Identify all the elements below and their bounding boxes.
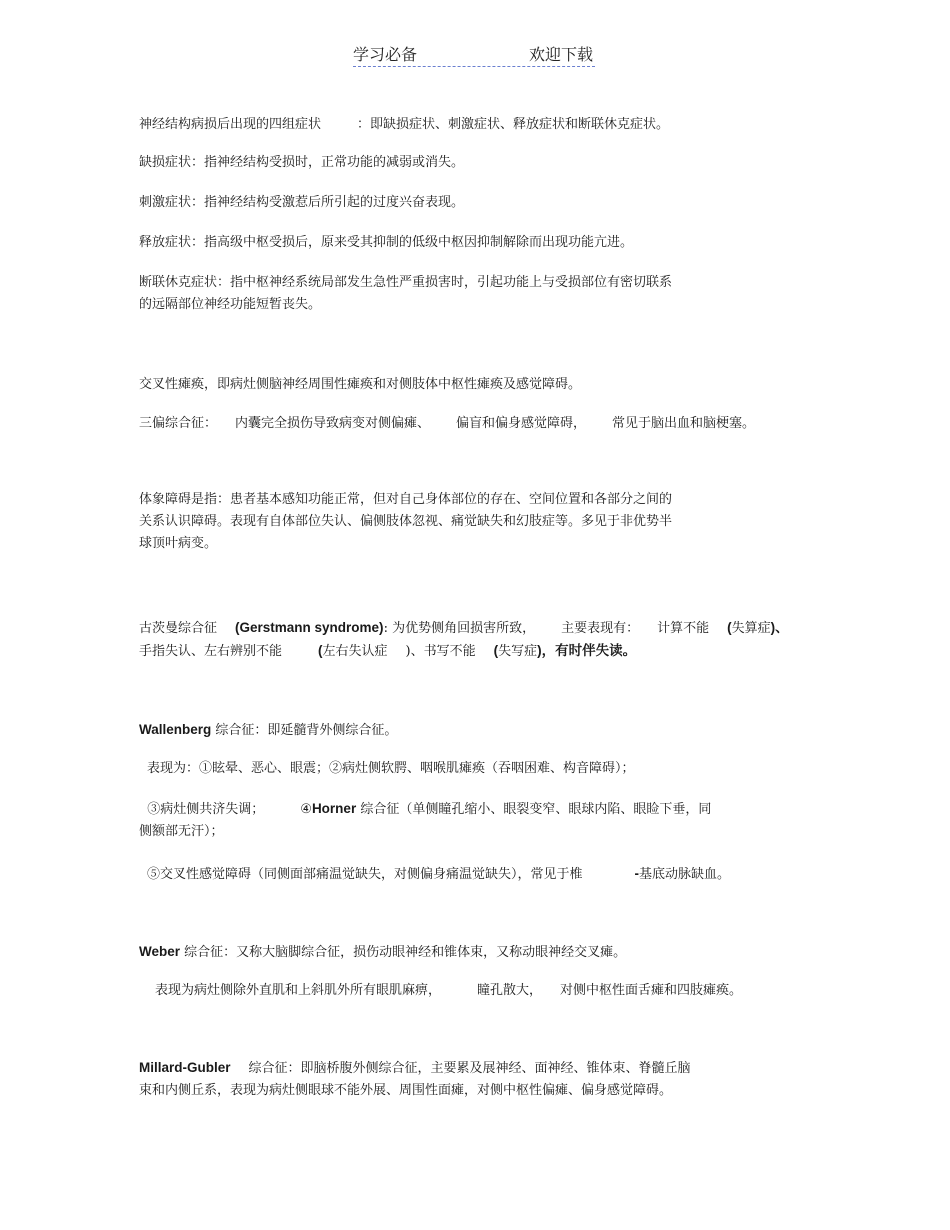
text: 内囊完全损伤导致病变对侧偏瘫、 xyxy=(235,416,431,431)
paragraph-gerstmann-syndrome xyxy=(139,617,789,663)
text-line: 侧额部无汗）； xyxy=(139,824,224,839)
paragraph-wallenberg-manifestations-cont xyxy=(139,798,711,843)
text: 计算不能 xyxy=(657,621,710,636)
paragraph-millard-gubler-syndrome xyxy=(139,1057,691,1102)
text: 瞳孔散大， xyxy=(477,983,543,998)
syndrome-name: Wallenberg xyxy=(139,722,212,737)
text-line xyxy=(139,640,789,663)
text: 神经结构病损后出现的四组症状 xyxy=(139,117,322,132)
text: 偏盲和偏身感觉障碍， xyxy=(456,416,587,431)
text-line: 体象障碍是指：患者基本感知功能正常，但对自己身体部位的存在、空间位置和各部分之间的 xyxy=(139,492,673,507)
text: 手指失认、左右辨别不能 xyxy=(139,644,283,659)
paragraph-deficit-symptoms: 缺损症状：指神经结构受损时，正常功能的减弱或消失。 xyxy=(139,155,465,170)
text: 基底动脉缺血。 xyxy=(639,867,731,882)
text-line: 束和内侧丘系，表现为病灶侧眼球不能外展、周围性面瘫，对侧中枢性偏瘫、偏身感觉障碍。 xyxy=(139,1083,673,1098)
paragraph-crossed-sensory-disorder xyxy=(147,863,730,886)
text: )、书写不能 xyxy=(405,644,476,659)
text: 综合征：又称大脑脚综合征，损伤动眼神经和锥体束，又称动眼神经交叉瘫。 xyxy=(180,945,627,960)
text: 综合征：即延髓背外侧综合征。 xyxy=(211,723,398,738)
syndrome-name: (Gerstmann syndrome) xyxy=(235,620,384,635)
syndrome-name: Millard-Gubler xyxy=(139,1060,231,1075)
text: ④ xyxy=(300,802,312,817)
text: 综合征：即脑桥腹外侧综合征，主要累及展神经、面神经、锥体束、脊髓丘脑 xyxy=(248,1061,691,1076)
paragraph-wallenberg-syndrome xyxy=(139,719,397,742)
text: 左右失认症 xyxy=(322,644,388,659)
text-line: 的远隔部位神经功能短暂丧失。 xyxy=(139,297,322,312)
paragraph-release-symptoms: 释放症状：指高级中枢受损后，原来受其抑制的低级中枢因抑制解除而出现功能亢进。 xyxy=(139,235,634,250)
text: ⑤交叉性感觉障碍（同侧面部痛温觉缺失，对侧偏身痛温觉缺失），常见于椎 xyxy=(147,867,583,882)
text: ( xyxy=(727,620,732,635)
paragraph-body-image-disorder xyxy=(139,489,672,555)
text-line: 断联休克症状：指中枢神经系统局部发生急性严重损害时，引起功能上与受损部位有密切联系 xyxy=(139,275,673,290)
text: - xyxy=(634,866,640,881)
text: )，有时伴失读。 xyxy=(537,643,637,658)
text: 古茨曼综合征 xyxy=(139,621,218,636)
text: 失写症 xyxy=(498,644,538,659)
paragraph-four-symptom-groups xyxy=(139,114,669,136)
text: ：即缺损症状、刺激症状、释放症状和断联休克症状。 xyxy=(357,117,670,132)
text-line xyxy=(139,617,789,640)
syndrome-name: Horner xyxy=(311,801,357,816)
text: ( xyxy=(493,643,499,658)
paragraph-wallenberg-manifestations: 表现为：①眩晕、恶心、眼震；②病灶侧软腭、咽喉肌瘫痪（吞咽困难、构音障碍）； xyxy=(147,761,635,776)
text-line xyxy=(139,1057,691,1080)
text: : 为优势侧角回损害所致， xyxy=(383,621,536,636)
page-header xyxy=(353,40,595,67)
paragraph-weber-syndrome xyxy=(139,941,626,964)
text: 三偏综合征： xyxy=(139,416,218,431)
text: 表现为病灶侧除外直肌和上斜肌外所有眼肌麻痹， xyxy=(155,983,442,998)
text-line: 关系认识障碍。表现有自体部位失认、偏侧肢体忽视、痛觉缺失和幻肢症等。多见于非优势半 xyxy=(139,514,673,529)
paragraph-crossed-paralysis: 交叉性瘫痪，即病灶侧脑神经周围性瘫痪和对侧肢体中枢性瘫痪及感觉障碍。 xyxy=(139,377,582,392)
header-right-text: 欢迎下载 xyxy=(528,45,593,64)
text: )、 xyxy=(770,620,789,635)
text: ( xyxy=(318,643,323,658)
text-line: 球顶叶病变。 xyxy=(139,536,218,551)
header-left-text: 学习必备 xyxy=(353,45,418,64)
text: 综合征（单侧瞳孔缩小、眼裂变窄、眼球内陷、眼睑下垂，同 xyxy=(356,802,712,817)
text: 失算症 xyxy=(731,621,771,636)
text: 常见于脑出血和脑梗塞。 xyxy=(612,416,756,431)
paragraph-three-hemi-syndrome xyxy=(139,413,755,435)
paragraph-diaschisis xyxy=(139,272,672,316)
text: ③病灶侧共济失调； xyxy=(147,802,265,817)
text: 对侧中枢性面舌瘫和四肢瘫痪。 xyxy=(560,983,743,998)
syndrome-name: Weber xyxy=(139,944,181,959)
paragraph-weber-manifestations xyxy=(155,980,742,1002)
paragraph-irritative-symptoms: 刺激症状：指神经结构受激惹后所引起的过度兴奋表现。 xyxy=(139,195,465,210)
text: 主要表现有： xyxy=(561,621,640,636)
text-line xyxy=(139,798,711,821)
